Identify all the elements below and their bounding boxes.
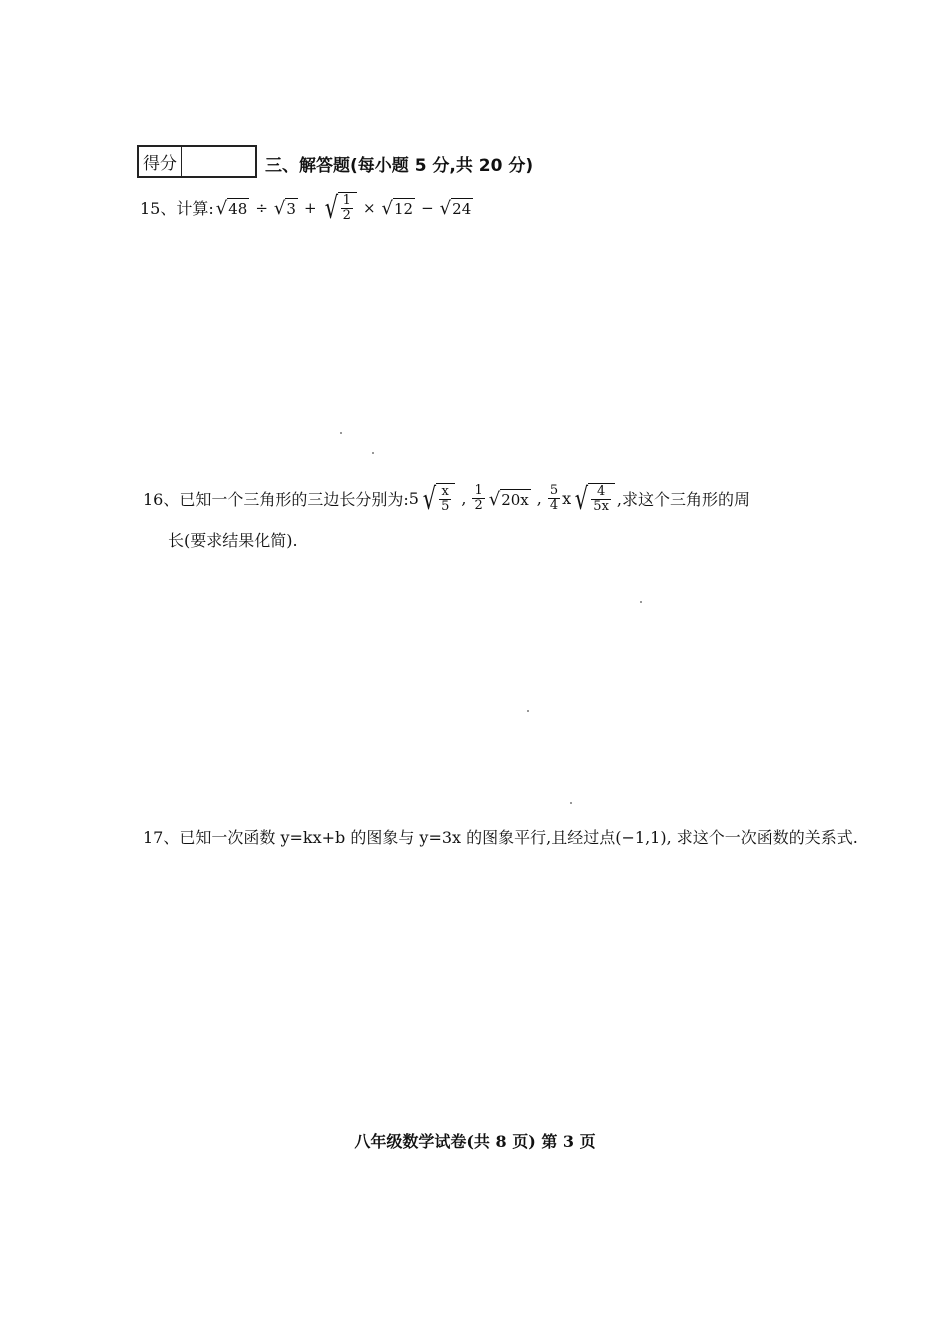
scan-speck [340, 432, 342, 434]
fraction-one-half: $\frac{1}{2}$ [474, 483, 483, 514]
scan-speck [527, 710, 529, 712]
scan-speck [372, 452, 374, 454]
page-footer: 八年级数学试卷(共 8 页) 第 3 页 [354, 1132, 596, 1151]
sqrt-12: √ 12 [381, 197, 414, 219]
fraction-five-fourths: $\frac{5}{4}$ [549, 483, 559, 514]
sqrt-20x: √ 20x [488, 488, 529, 510]
score-cell [182, 145, 257, 178]
q16-prefix: 16、已知一个三角形的三边长分别为: [143, 490, 409, 510]
q16-suffix: ,求这个三角形的周 [616, 490, 750, 510]
question-15: 15、计算: √ 48 ÷ √ 3 + √ $\frac{1}{2}$ × √ 12 − √ 24 [140, 190, 472, 226]
sqrt-48: √ 48 [215, 197, 248, 219]
sqrt-4-over-5x: √ $\frac{4}{5x}$ [573, 483, 615, 515]
sqrt-24: √ 24 [439, 197, 472, 219]
sqrt-x-over-5: √ $\frac{x}{5}$ [421, 483, 455, 515]
question-17: 17、已知一次函数 y=kx+b 的图象与 y=3x 的图象平行,且经过点(−1,1), 求这个一次函数的关系式. [143, 828, 858, 847]
scan-speck [570, 802, 572, 804]
q15-prefix: 15、计算: [140, 199, 214, 219]
sqrt-3: √ 3 [273, 197, 296, 219]
score-label: 得分 [137, 145, 182, 178]
question-16: 16、已知一个三角形的三边长分别为: 5 √ $\frac{x}{5}$ , $\frac{1}{2}$ √ 20x , $\frac{5}{4}$ x √ $\frac{4}{5x}$ ,求这个三角形的周 [143, 481, 750, 517]
section-title: 三、解答题(每小题 5 分,共 20 分) [265, 156, 534, 176]
question-16-line2: 长(要求结果化简). [168, 531, 298, 550]
score-box [137, 145, 257, 178]
sqrt-half: √ $\frac{1}{2}$ [323, 192, 357, 224]
scan-speck [640, 601, 642, 603]
